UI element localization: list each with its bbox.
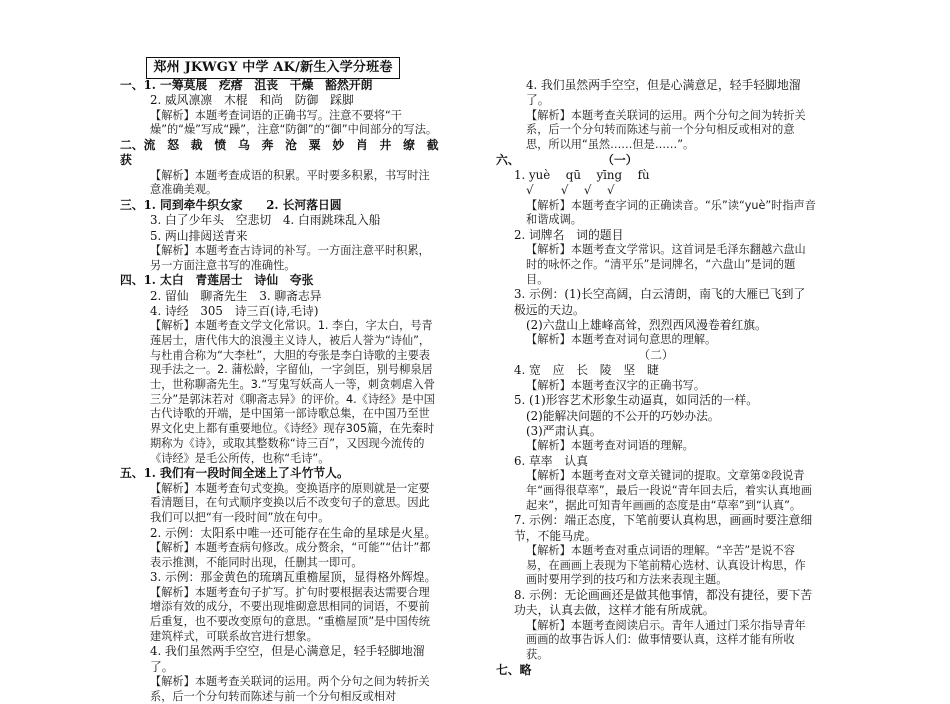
right-line: 2. 词牌名 词的题目 xyxy=(514,228,624,242)
right-line: 七、略 xyxy=(496,662,532,677)
left-line: 5. 两山排闼送青来 xyxy=(150,228,248,243)
left-line: 四、1. 太白 青莲居士 诗仙 夸张 xyxy=(120,273,314,288)
left-line: 【解析】本题考查关联词的运用。两个分句之间为转折关系，后一个分句转而陈述与前一个分句相反或相对 xyxy=(150,675,430,703)
left-line: 一、1. 一筹莫展 疙瘩 沮丧 干燥 豁然开朗 xyxy=(120,78,373,92)
right-line: 【解析】本题考查对文章关键词的提取。文章第②段说青年“画得很草率”，最后一段说“青年回去后，着实认真地画起来”，据此可知青年画画的态度是由“草率”到“认真”。 xyxy=(526,469,812,512)
right-line: 6. 草率 认真 xyxy=(514,453,588,468)
left-line: 【解析】本题考查文学文化常识。1. 李白，字太白，号青莲居士，唐代伟大的浪漫主义诗人，被后人誉为“诗仙”，与杜甫合称为“大李杜”，大胆的夸张是李白诗歌的主要表现手法之一。2. 蒲松龄，字留仙，一字剑臣，别号柳泉居士，世称聊斋先生。3.“写鬼写妖高人一等，刺贪刺虐入骨三分”是郭沫若对《聊斋志异》的评价。4.《诗经》是中国古代诗歌的开端，是中国第一部诗歌总集，在中国乃至世界文化史上都有重要地位。《诗经》现存305篇，在先秦时期称为《诗》，或取其整数称“诗三百”，又因现今流传的《诗经》是毛公所传，也称“毛诗”。 xyxy=(150,319,435,465)
right-line: 【解析】本题考查文学常识。这首词是毛泽东翻越六盘山时的咏怀之作。“清平乐”是词牌名，“六盘山”是词的题目。 xyxy=(526,243,806,286)
right-line: 【解析】本题考查对重点词语的理解。“辛苦”是说不容易，在画画上表现为下笔前精心选材、认真设计构思，作画时要用学到的技巧和方法来表现主题。 xyxy=(526,543,806,587)
right-column xyxy=(496,78,816,678)
right-line: 3. 示例：(1)长空高阔，白云清朗，南飞的大雁已飞到了极远的天边。 xyxy=(514,287,806,317)
left-line: 【解析】本题考查古诗词的补写。一方面注意平时积累，另一方面注意书写的准确性。 xyxy=(150,243,430,272)
left-line: 4. 诗经 305 诗三百(诗,毛诗) xyxy=(150,303,319,318)
right-line: 1. yuè qū yīng fù xyxy=(514,168,650,182)
right-line: 4. 宽 应 长 陵 坚 睫 xyxy=(514,363,659,378)
right-line: 5. (1)形容艺术形象生动逼真，如同活的一样。 xyxy=(514,393,759,408)
right-line: 六、 （一） xyxy=(496,152,638,167)
left-column xyxy=(120,78,451,704)
left-line: 2. 示例：太阳系中唯一还可能存在生命的星球是火星。 xyxy=(150,525,437,540)
right-line: 7. 示例：端正态度，下笔前要认真构思，画画时要注意细节，不能马虎。 xyxy=(514,513,813,543)
left-line: 【解析】本题考查词语的正确书写。注意不要将“干燥”的“燥”写成“躁”，注意“防御”的“御”中间部分的写法。 xyxy=(150,108,438,137)
right-line: 8. 示例：无论画画还是做其他事情，都没有捷径，要下苦功夫，认真去做，这样才能有所成就。 xyxy=(514,588,813,618)
page-title: 郑州 JKWGY 中学 AK/新生入学分班卷 xyxy=(146,57,400,79)
left-line: 3. 示例：那金黄色的琉璃瓦重檐屋顶，显得格外辉煌。 xyxy=(150,570,437,585)
right-line: （二） xyxy=(638,348,674,362)
left-line: 4. 我们虽然两手空空，但是心满意足，轻手轻脚地溜了。 xyxy=(150,644,425,674)
right-line: 【解析】本题考查字词的正确读音。“乐”读“yuè”时指声音和谐成调。 xyxy=(526,198,816,227)
right-line: (2)能解决问题的不公开的巧妙办法。 xyxy=(526,408,720,423)
right-line: √ √ √ √ xyxy=(526,183,615,198)
right-line: (3)严肃认真。 xyxy=(526,423,602,438)
right-line: 【解析】本题考查汉字的正确书写。 xyxy=(526,378,706,392)
right-line: (2)六盘山上雄峰高耸，烈烈西风漫卷着红旗。 xyxy=(526,318,767,332)
right-line: 【解析】本题考查阅读启示。青年人通过门采尔指导青年画画的故事告诉人们：做事情要认真，这样才能有所收获。 xyxy=(526,618,806,661)
right-line: 【解析】本题考查关联词的运用。两个分句之间为转折关系，后一个分句转而陈述与前一个分句相反或相对的意思，所以用“虽然……但是……”。 xyxy=(526,108,806,151)
left-line: 2. 留仙 聊斋先生 3. 聊斋志异 xyxy=(150,288,322,303)
right-line: 【解析】本题考查对词语的理解。 xyxy=(526,439,694,453)
left-line: 【解析】本题考查句子扩写。扩句时要根据表达需要合理增添有效的成分，不要出现堆砌意思相同的词语，不要前后重复，也不要改变原句的意思。“重檐屋顶”是中国传统建筑样式，可联系故宫进行想象。 xyxy=(150,585,431,643)
right-line: 【解析】本题考查对词句意思的理解。 xyxy=(526,333,717,347)
left-line: 【解析】本题考查句式变换。变换语序的原则就是一定要看清题目，在句式顺序变换以后不改变句子的意思。因此我们可以把“有一段时间”放在句中。 xyxy=(150,481,430,524)
left-line: 五、1. 我们有一段时间全迷上了斗竹节人。 xyxy=(120,466,349,481)
left-line: 二、流 怒 裁 愤 乌 奔 沧 粟 妙 肖 井 缭 截 获 xyxy=(120,138,451,168)
left-line: 三、1. 同到牵牛织女家 2. 长河落日圆 xyxy=(120,198,342,212)
left-line: 【解析】本题考查病句修改。成分赘余，“可能”“估计”都表示推测，不能同时出现，任删其一即可。 xyxy=(150,540,431,569)
right-line: 4. 我们虽然两手空空，但是心满意足，轻手轻脚地溜了。 xyxy=(526,78,801,108)
left-line: 2. 威风凛凛 木棍 和尚 防御 踩脚 xyxy=(150,93,354,108)
left-line: 【解析】本题考查成语的积累。平时要多积累，书写时注意准确美观。 xyxy=(150,168,430,197)
left-line: 3. 白了少年头 空悲切 4. 白雨跳珠乱入船 xyxy=(150,213,381,228)
